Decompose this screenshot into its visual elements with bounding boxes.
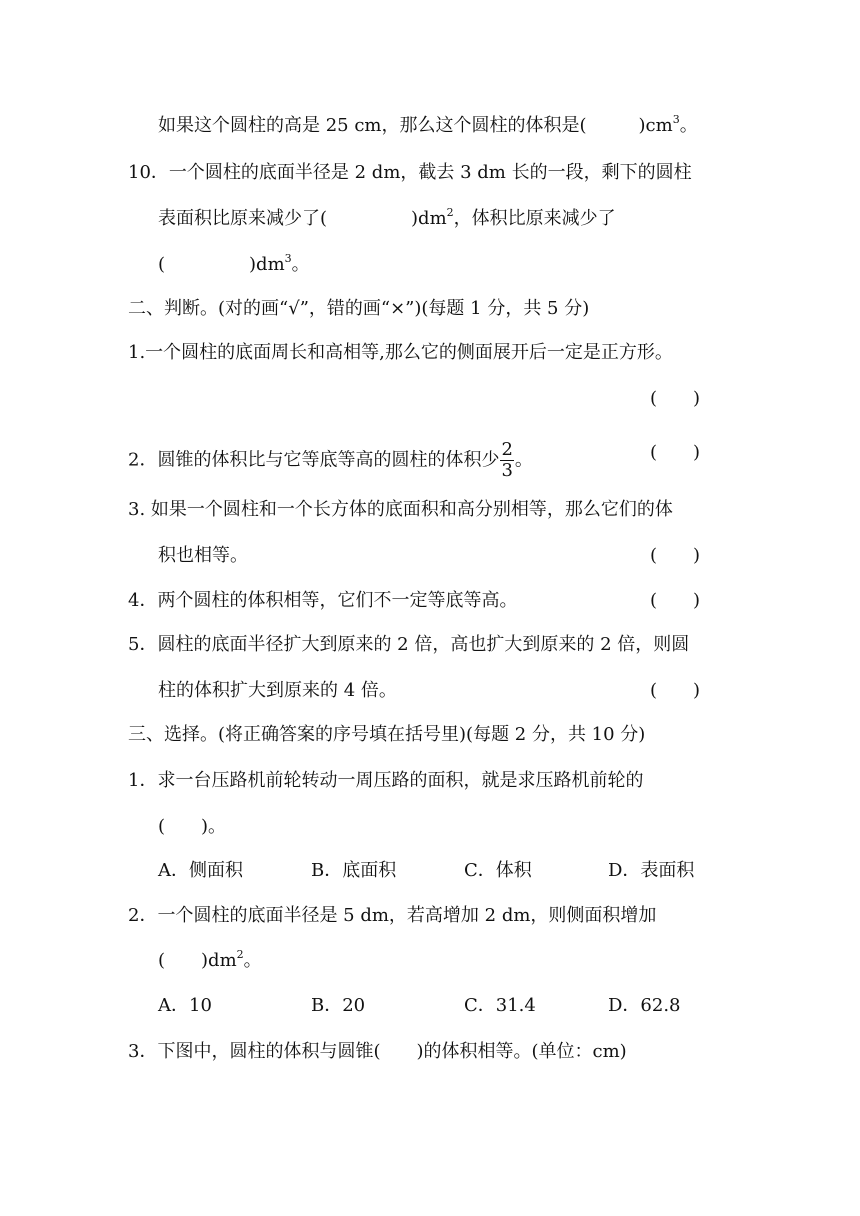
choice-q3: 3．下图中，圆柱的体积与圆锥( )的体积相等。(单位：cm) bbox=[128, 1041, 627, 1062]
judge-item-5-line1: 5．圆柱的底面半径扩大到原来的 2 倍，高也扩大到原来的 2 倍，则圆 bbox=[128, 634, 690, 655]
q10-line2: 表面积比原来减少了( )$dm^2$，体积比原来减少了 bbox=[158, 206, 616, 229]
judge-item-3-line1: 3. 如果一个圆柱和一个长方体的底面积和高分别相等，那么它们的体 bbox=[128, 499, 673, 520]
choice-q2-line1: 2．一个圆柱的底面半径是 5 dm，若高增加 2 dm，则侧面积增加 bbox=[128, 905, 657, 926]
judge-answer-1[interactable]: ( ) bbox=[650, 388, 701, 409]
choice-q2-option-d[interactable]: D．62.8 bbox=[608, 995, 681, 1016]
choice-q1-option-d[interactable]: D．表面积 bbox=[608, 860, 695, 881]
judge-answer-2[interactable]: ( ) bbox=[650, 442, 701, 463]
choice-q2-option-b[interactable]: B．20 bbox=[311, 995, 366, 1016]
section3-title: 三、选择。(将正确答案的序号填在括号里)(每题 2 分，共 10 分) bbox=[128, 724, 646, 745]
choice-q1-answer[interactable]: ( )。 bbox=[158, 816, 227, 837]
choice-q2-option-a[interactable]: A．10 bbox=[158, 995, 212, 1016]
choice-q1-option-a[interactable]: A．侧面积 bbox=[158, 860, 243, 881]
judge-item-2: 2．圆锥的体积比与它等底等高的圆柱的体积少 $\frac{2}{3}$ 。 bbox=[128, 439, 533, 481]
section2-title: 二、判断。(对的画“√”，错的画“×”)(每题 1 分，共 5 分) bbox=[128, 298, 590, 319]
judge-answer-4[interactable]: ( ) bbox=[650, 590, 701, 611]
judge-item-3-line2: 积也相等。 bbox=[158, 545, 248, 566]
choice-q2-answer[interactable]: ( )$dm^2$。 bbox=[158, 948, 262, 971]
judge-item-5-line2: 柱的体积扩大到原来的 4 倍。 bbox=[158, 680, 397, 701]
fraction-two-thirds: $\frac{2}{3}$ bbox=[501, 439, 513, 481]
judge-item-1: 1.一个圆柱的底面周长和高相等,那么它的侧面展开后一定是正方形。 bbox=[128, 342, 673, 363]
choice-q2-option-c[interactable]: C．31.4 bbox=[464, 995, 536, 1016]
judge-answer-3[interactable]: ( ) bbox=[650, 545, 701, 566]
q10-line1: 10．一个圆柱的底面半径是 2 dm，截去 3 dm 长的一段，剩下的圆柱 bbox=[128, 162, 692, 183]
judge-answer-5[interactable]: ( ) bbox=[650, 680, 701, 701]
choice-q1-option-c[interactable]: C．体积 bbox=[464, 860, 532, 881]
choice-q1-line1: 1．求一台压路机前轮转动一周压路的面积，就是求压路机前轮的 bbox=[128, 770, 644, 791]
choice-q1-option-b[interactable]: B．底面积 bbox=[311, 860, 397, 881]
q9-continuation: 如果这个圆柱的高是 25 cm，那么这个圆柱的体积是( )$cm^3$。 bbox=[158, 113, 698, 136]
q10-line3: ( )$dm^3$。 bbox=[158, 252, 310, 275]
judge-item-4: 4．两个圆柱的体积相等，它们不一定等底等高。 bbox=[128, 590, 518, 611]
q9-text: 如果这个圆柱的高是 25 cm，那么这个圆柱的体积是( bbox=[158, 115, 587, 136]
